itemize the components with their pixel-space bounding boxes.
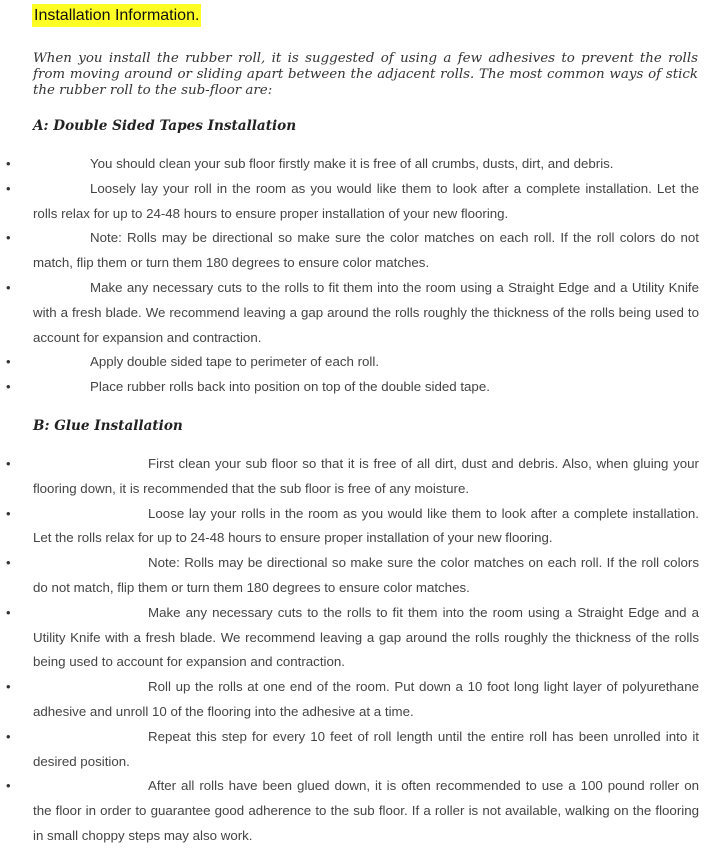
list-item: [0, 675, 699, 725]
list-item-text: You should clean your sub floor firstly make it is free of all crumbs, dusts, dirt, and debris.: [90, 156, 614, 171]
bullet-icon: •: [6, 156, 11, 171]
bullet-icon: •: [6, 279, 11, 295]
list-item: [0, 350, 699, 375]
bullet-icon: •: [6, 604, 11, 620]
list-item-text: Loose lay your rolls in the room as you would like them to look after a complete installation. Let the rolls relax for up to 24-48 hours to ensure proper installation of your new flooring.: [33, 505, 699, 546]
list-item: [0, 452, 699, 502]
list-item-text: Loosely lay your roll in the room as you would like them to look after a complete installation. Let the rolls relax for up to 24-48 hours to ensure proper installation of your new flooring.: [33, 180, 699, 221]
bullet-icon: •: [6, 180, 11, 196]
list-item: [0, 725, 699, 775]
list-item-text: Make any necessary cuts to the rolls to fit them into the room using a Straight Edge and a Utility Knife with a fresh blade. We recommend leaving a gap around the rolls roughly the thickness of the rolls being used to account for expansion and contraction.: [33, 604, 699, 670]
list-item: [0, 177, 699, 227]
list-item: [0, 276, 699, 350]
section-heading-double-sided-tape: A: Double Sided Tapes Installation: [33, 118, 297, 134]
list-item-text: Repeat this step for every 10 feet of roll length until the entire roll has been unrolled into it desired position.: [33, 728, 699, 769]
bullet-icon: •: [6, 379, 11, 395]
double-sided-tape-steps: [0, 152, 725, 400]
list-item: [0, 226, 699, 276]
list-item: [0, 375, 699, 400]
bullet-icon: •: [6, 555, 11, 571]
list-item-text: Note: Rolls may be directional so make sure the color matches on each roll. If the roll colors do not match, flip them or turn them 180 degrees to ensure color matches.: [33, 230, 699, 271]
list-item-text: Roll up the rolls at one end of the room. Put down a 10 foot long light layer of polyurethane adhesive and unroll 10 of the flooring into the adhesive at a time.: [33, 679, 699, 719]
bullet-icon: •: [6, 354, 11, 370]
list-item-text: Apply double sided tape to perimeter of each roll.: [90, 354, 380, 370]
list-item: [0, 551, 699, 601]
bullet-icon: •: [6, 230, 11, 246]
section-heading-glue: B: Glue Installation: [33, 418, 183, 434]
page-title: Installation Information.: [32, 4, 201, 27]
bullet-icon: •: [6, 679, 11, 695]
glue-installation-steps: [0, 452, 725, 849]
list-item-text: After all rolls have been glued down, it is often recommended to use a 100 pound roller on the floor in order to guarantee good adherence to the sub floor. If a roller is not available, walking on the flooring in small choppy steps may also work.: [33, 778, 699, 843]
intro-paragraph: When you install the rubber roll, it is suggested of using a few adhesives to prevent the rolls from moving around or sliding apart between the adjacent rolls. The most common ways of stick the rubber roll to the sub-floor are:: [33, 51, 698, 98]
bullet-icon: •: [6, 456, 11, 471]
bullet-icon: •: [6, 505, 11, 521]
list-item-text: Place rubber rolls back into position on top of the double sided tape.: [90, 379, 490, 395]
list-item: [0, 152, 699, 177]
list-item-text: First clean your sub floor so that it is free of all dirt, dust and debris. Also, when gluing your flooring down, it is recommended that the sub floor is free of any moisture.: [33, 456, 699, 496]
bullet-icon: •: [6, 778, 11, 794]
bullet-icon: •: [6, 728, 11, 744]
list-item: [0, 502, 699, 552]
list-item: [0, 601, 699, 675]
list-item-text: Note: Rolls may be directional so make sure the color matches on each roll. If the roll colors do not match, flip them or turn them 180 degrees to ensure color matches.: [33, 555, 699, 595]
list-item-text: Make any necessary cuts to the rolls to fit them into the room using a Straight Edge and a Utility Knife with a fresh blade. We recommend leaving a gap around the rolls roughly the thickness of the rolls being used to account for expansion and contraction.: [33, 279, 699, 345]
list-item: [0, 774, 699, 848]
